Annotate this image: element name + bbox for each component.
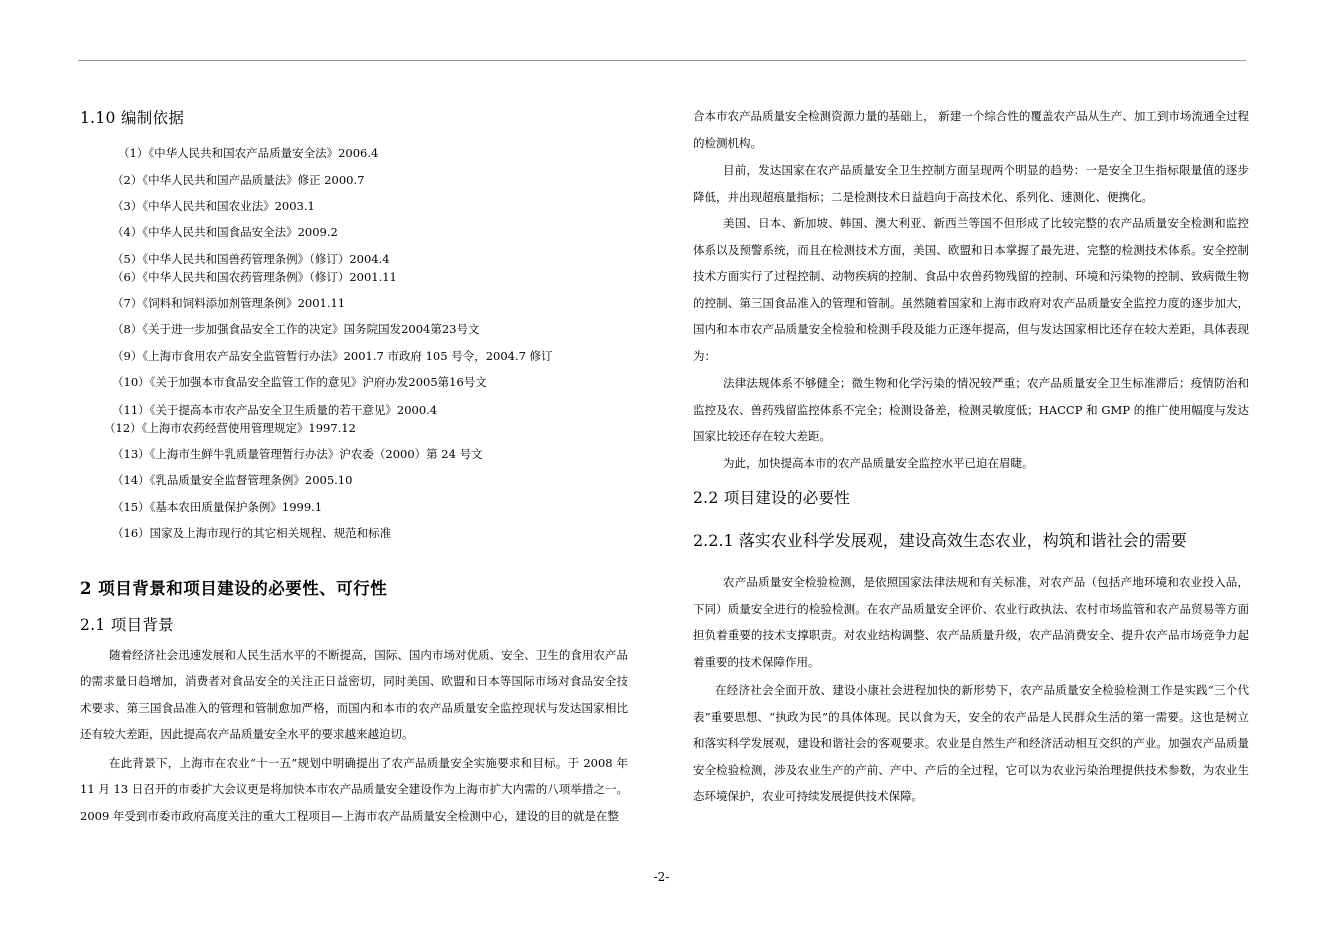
section-heading-1-10: 1.10 编制依据 xyxy=(80,109,185,127)
reference-item: （16）国家及上海市现行的其它相关规程、规范和标准 xyxy=(112,526,392,540)
reference-item: （6）《中华人民共和国农药管理条例》（修订）2001.11 xyxy=(112,270,397,284)
reference-item: （9）《上海市食用农产品安全监管暂行办法》2001.7 市政府 105 号令，2004.7 修订 xyxy=(112,349,553,363)
reference-item: （12）《上海市农药经营使用管理规定》1997.12 xyxy=(104,421,356,435)
paragraph-urgency: 为此，加快提高本市的农产品质量安全监控水平已迫在眉睫。 xyxy=(723,456,1034,470)
paragraph-developed-countries: 美国、日本、新加坡、韩国、澳大利亚、新西兰等国不但形成了比较完整的农产品质量安全检测和监控体系以及预警系统，而且在检测技术方面，美国、欧盟和日本掌握了最先进、完整的检测技术体系。安全控制技术方面实行了过程控制、动物疾病的控制、食品中农兽药物残留的控制、环境和污染物的控制、致病微生物的控制、第三国食品准入的管理和管制。虽然随着国家和上海市政府对农产品质量安全监控力度的逐步加大，国内和本市农产品质量安全检验和检测手段及能力正逐年提高，但与发达国家相比还存在较大差距，具体表现为： xyxy=(693,216,1249,363)
chapter-heading-2: 2 项目背景和项目建设的必要性、可行性 xyxy=(80,579,388,598)
reference-item: （14）《乳品质量安全监督管理条例》2005.10 xyxy=(112,473,353,487)
paragraph-continued: 合本市农产品质量安全检测资源力量的基础上， 新建一个综合性的覆盖农产品从生产、加工到市场流通全过程的检测机构。 xyxy=(693,109,1249,150)
reference-item: （2）《中华人民共和国产品质量法》修正 2000.7 xyxy=(112,173,365,187)
paragraph-background: 随着经济社会迅速发展和人民生活水平的不断提高，国际、国内市场对优质、安全、卫生的食用农产品的需求量日趋增加，消费者对食品安全的关注正日益密切，同时美国、欧盟和日本等国际市场对食品安全技术要求、第三国食品准入的管理和管制愈加严格，而国内和本市的农产品质量安全监控现状与发达国家相比还有较大差距，因此提高农产品质量安全水平的要求越来越迫切。 xyxy=(80,648,628,741)
paragraph-trends: 目前，发达国家在农产品质量安全卫生控制方面呈现两个明显的趋势：一是安全卫生指标限量值的逐步降低，并出现超痕量指标；二是检测技术日益趋向于高技术化、系列化、速测化、便携化。 xyxy=(693,163,1249,204)
reference-item: （15）《基本农田质量保护条例》1999.1 xyxy=(112,500,323,514)
header-rule xyxy=(78,60,1246,61)
paragraph-inspection: 农产品质量安全检验检测，是依照国家法律法规和有关标准，对农产品（包括产地环境和农业投入品，下同）质量安全进行的检验检测。在农产品质量安全评价、农业行政执法、农村市场监管和农产品贸易等方面担负着重要的技术支撑职责。对农业结构调整、农产品质量升级，农产品消费安全、提升农产品市场竞争力起着重要的技术保障作用。 xyxy=(693,575,1249,669)
reference-item: （7）《饲料和饲料添加剂管理条例》2001.11 xyxy=(112,296,346,310)
section-heading-2-2-1: 2.2.1 落实农业科学发展观，建设高效生态农业，构筑和谐社会的需要 xyxy=(693,531,1187,550)
section-heading-2-1: 2.1 项目背景 xyxy=(80,616,174,634)
reference-item: （1）《中华人民共和国农产品质量安全法》2006.4 xyxy=(118,146,379,160)
reference-item: （5）《中华人民共和国兽药管理条例》（修订）2004.4 xyxy=(112,252,390,266)
reference-item: （11）《关于提高本市农产品安全卫生质量的若干意见》2000.4 xyxy=(112,403,438,417)
reference-item: （3）《中华人民共和国农业法》2003.1 xyxy=(112,199,315,213)
paragraph-society: 在经济社会全面开放、建设小康社会进程加快的新形势下，农产品质量安全检验检测工作是实践“三个代表”重要思想、“执政为民”的具体体现。民以食为天，安全的农产品是人民群众生活的第一需要。这也是树立和落实科学发展观，建设和谐社会的客观要求。农业是自然生产和经济活动相互交织的产业。加强农产品质量安全检验检测，涉及农业生产的产前、产中、产后的全过程，它可以为农业污染治理提供技术参数，为农业生态环境保护，农业可持续发展提供技术保障。 xyxy=(693,683,1249,803)
reference-item: （4）《中华人民共和国食品安全法》2009.2 xyxy=(112,225,338,239)
reference-item: （13）《上海市生鲜牛乳质量管理暂行办法》沪农委（2000）第 24 号文 xyxy=(112,447,483,461)
paragraph-issues: 法律法规体系不够健全；微生物和化学污染的情况较严重；农产品质量安全卫生标准滞后；疫情防治和监控及农、兽药残留监控体系不完全；检测设备差，检测灵敏度低；HACCP 和 GMP 的推广使用幅度与发达国家比较还存在较大差距。 xyxy=(693,376,1249,443)
page-number: -2- xyxy=(653,870,670,884)
paragraph-shanghai-plan: 在此背景下，上海市在农业“十一五”规划中明确提出了农产品质量安全实施要求和目标。于 2008 年 11 月 13 日召开的市委扩大会议更是将加快本市农产品质量安全建设作为上海市扩大内需的八项举措之一。2009 年受到市委市政府高度关注的重大工程项目—上海市农产品质量安全检测中心，建设的目的就是在整 xyxy=(80,756,628,823)
reference-item: （8）《关于进一步加强食品安全工作的决定》国务院国发2004第23号文 xyxy=(112,322,480,336)
reference-item: （10）《关于加强本市食品安全监管工作的意见》沪府办发2005第16号文 xyxy=(112,375,487,389)
section-heading-2-2: 2.2 项目建设的必要性 xyxy=(693,489,851,507)
